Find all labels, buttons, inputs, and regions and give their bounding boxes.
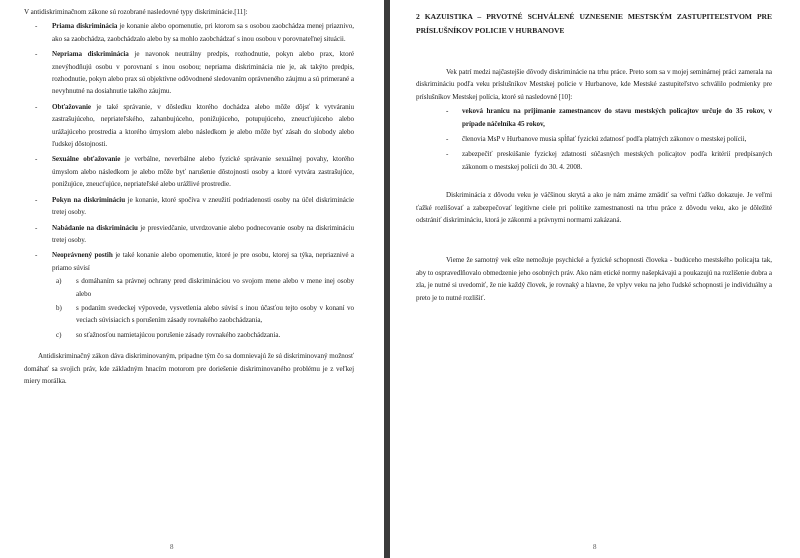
bullet-icon: - <box>446 150 449 159</box>
sub-text: so sťažnosťou namietajúcou porušenie zásady rovnakého zaobchádzania. <box>76 330 281 339</box>
sub-list <box>52 275 354 341</box>
list-item <box>446 133 772 145</box>
right-page-content <box>416 10 772 304</box>
closing-paragraph: Antidiskriminačný zákon dáva diskriminovaným, pripadne tým čo sa domnievajú že sú diskriminovaný možnosť domáhať sa svojich práv, kde základným hnacím motorom pre doriešenie diskriminovaného problému je z veľkej miery morálka. <box>24 352 354 385</box>
term: Priama diskriminácia <box>52 22 118 31</box>
definition: je konanie alebo opomenutie, pri ktorom sa s osobou zaobchádza menej priaznivo, ako sa zaobchádza, zaobchádzalo alebo by sa mohlo zaobchádzať s inou osobou v porovnateľnej situácii. <box>52 22 355 43</box>
criteria-list <box>416 105 772 173</box>
sub-marker: a) <box>56 277 62 286</box>
definition: je navonok neutrálny predpis, rozhodnutie, pokyn alebo prax, ktoré znevýhodňujú osobu v porovnaní s inou osobou; nepriama diskriminácia nie je, ak takýto predpis, rozhodnutie, pokyn alebo prax sú objektívne odôvodnené sledovaním oprávneného záujmu a sú primerané a nevyhnutné na dosiahnutie takého záujmu. <box>52 50 355 96</box>
page-number: 8 <box>593 543 597 551</box>
sub-text: s podaním svedeckej výpovede, vysvetlenia alebo súvisí s inou účasťou tejto osoby v konaní vo veciach súvisiacich s porušením zásady rovnakého zaobchádzania, <box>76 303 354 325</box>
list-item <box>35 101 354 151</box>
list-item <box>35 222 354 247</box>
bullet-icon: - <box>35 22 38 31</box>
paragraph: Vek patrí medzi najčastejšie dôvody diskriminácie na trhu práce. Preto som sa v mojej seminárnej práci zamerala na diskrimináciu podľa veku príslušníkov Mestskej polície v Hurbanove, kde Mestské zastupiteľstvo schválilo podmienky pre príslušníkov Mestskej polícia, ktoré sú nasledovné [10]: <box>416 68 772 101</box>
sub-list-item <box>52 329 354 341</box>
sub-marker: c) <box>56 330 62 339</box>
right-page <box>390 0 800 558</box>
term: Neoprávnený postih <box>52 251 113 260</box>
definition: je konanie, ktoré spočíva v zneužití podriadenosti osoby na účel diskriminácie tretej osoby. <box>52 195 354 217</box>
term: Obťažovanie <box>52 102 92 111</box>
sub-list-item <box>52 275 354 300</box>
list-item <box>446 105 772 130</box>
bullet-icon: - <box>446 107 449 116</box>
list-item <box>35 20 355 45</box>
criterion-text: členovia MsP v Hurbanove musia spĺňať fyzickú zdatnosť podľa platných zákonov o mestskej polícii, <box>462 135 747 144</box>
term: Nabádanie na diskrimináciu <box>52 223 138 232</box>
term: Sexuálne obťažovanie <box>52 155 121 164</box>
left-page-content <box>24 6 354 394</box>
bullet-icon: - <box>35 195 38 204</box>
criterion-text: zabezpečiť preskúšanie fyzickej zdatnosti súčasných mestských policajtov podľa kritérií predpísaných zákonom o mestskej polícii do 30. 4. 2008. <box>462 150 772 171</box>
bullet-icon: - <box>446 135 449 144</box>
definition: je také konanie alebo opomenutie, ktoré je pre osobu, ktorej sa týka, nepriaznivé a priamo súvisí <box>52 251 355 272</box>
bullet-icon: - <box>35 223 38 232</box>
definition: je presviedčanie, utvrdzovanie alebo podnecovanie osoby na diskrimináciu tretej osoby. <box>52 223 354 244</box>
term: Nepriama diskriminácia <box>52 50 129 59</box>
intro-paragraph: V antidiskriminačnom zákone sú rozobrané nasledovné typy diskriminácie.[11]: <box>24 8 248 16</box>
sub-text: s domáhaním sa právnej ochrany pred diskrimináciou vo svojom mene alebo v mene inej osoby alebo <box>76 277 354 298</box>
bullet-icon: - <box>35 102 38 111</box>
chapter-heading: 2 KAZUISTIKA – PRVOTNÉ SCHVÁLENÉ UZNESENIE MESTSKÝM ZASTUPITEĽSTVOM PRE PRÍSLUŠNÍKOV POLICIE V HURBANOVE <box>416 12 772 35</box>
left-page <box>0 0 384 558</box>
list-item <box>35 48 355 98</box>
paragraph: Diskriminácia z dôvodu veku je väčšinou skrytá a ako je nám známe zmädiť sa veľmi ťažko dokazuje. Je veľmi ťažké rozlišovať a zabezpečovať legitívne ciele pri politike zamestnanosti na trhu práce z dôvodu veku, ako je dôležité odstrániť diskrimináciu, ktorá je zákonmi a právnymi normami zakázaná. <box>416 191 772 225</box>
sub-marker: b) <box>56 303 62 312</box>
page-number: 8 <box>170 543 174 551</box>
definition: je také správanie, v dôsledku ktorého dochádza alebo môže dôjsť k vytváraniu zastrašujúceho, nepriateľského, zahanbujúceho, ponižujúceho, potupujúceho, zneucťujúceho alebo urážajúceho prostredia a ktorého úmyslom alebo následkom je alebo môže byť zásah do slobody alebo ľudskej dôstojnosti. <box>52 102 354 149</box>
paragraph: Vieme že samotný vek ešte nemožuje psychické a fyzické schopnosti človeka - budúceho mestského policajta tak, aby to ospravedlňovalo obmedzenie jeho osobných práv. Ako nám etické normy našepkávajú a poukazujú na rozlišenie dobra a zla, je nutné si uvedomiť, že nie každý človek, je rovnaký a hlavne, že vplyv veku na jeho ľudské schopnosti je individuálny a preto je to nutné rozlišiť. <box>416 256 772 302</box>
definition: je verbálne, neverbálne alebo fyzické správanie sexuálnej povahy, ktorého úmyslom alebo následkom je alebo môže byť narušenie dôstojnosti osoby a ktoré vytvára zastrašujúce, ponižujúce, zneucťujúce, nepriateľské alebo urážlivé prostredie. <box>52 155 354 189</box>
list-item <box>446 148 772 173</box>
bullet-icon: - <box>35 155 38 164</box>
list-item <box>35 194 354 219</box>
term: Pokyn na diskrimináciu <box>52 195 126 204</box>
discrimination-types-list <box>24 20 354 341</box>
bullet-icon: - <box>35 251 38 260</box>
bullet-icon: - <box>35 50 38 59</box>
list-item <box>35 153 354 190</box>
criterion-text: veková hranicu na prijímanie zamestnancov do stavu mestských policajtov určuje do 35 rokov, v prípade náčelníka 45 rokov, <box>462 107 772 128</box>
list-item <box>35 249 355 341</box>
sub-list-item <box>52 302 354 327</box>
